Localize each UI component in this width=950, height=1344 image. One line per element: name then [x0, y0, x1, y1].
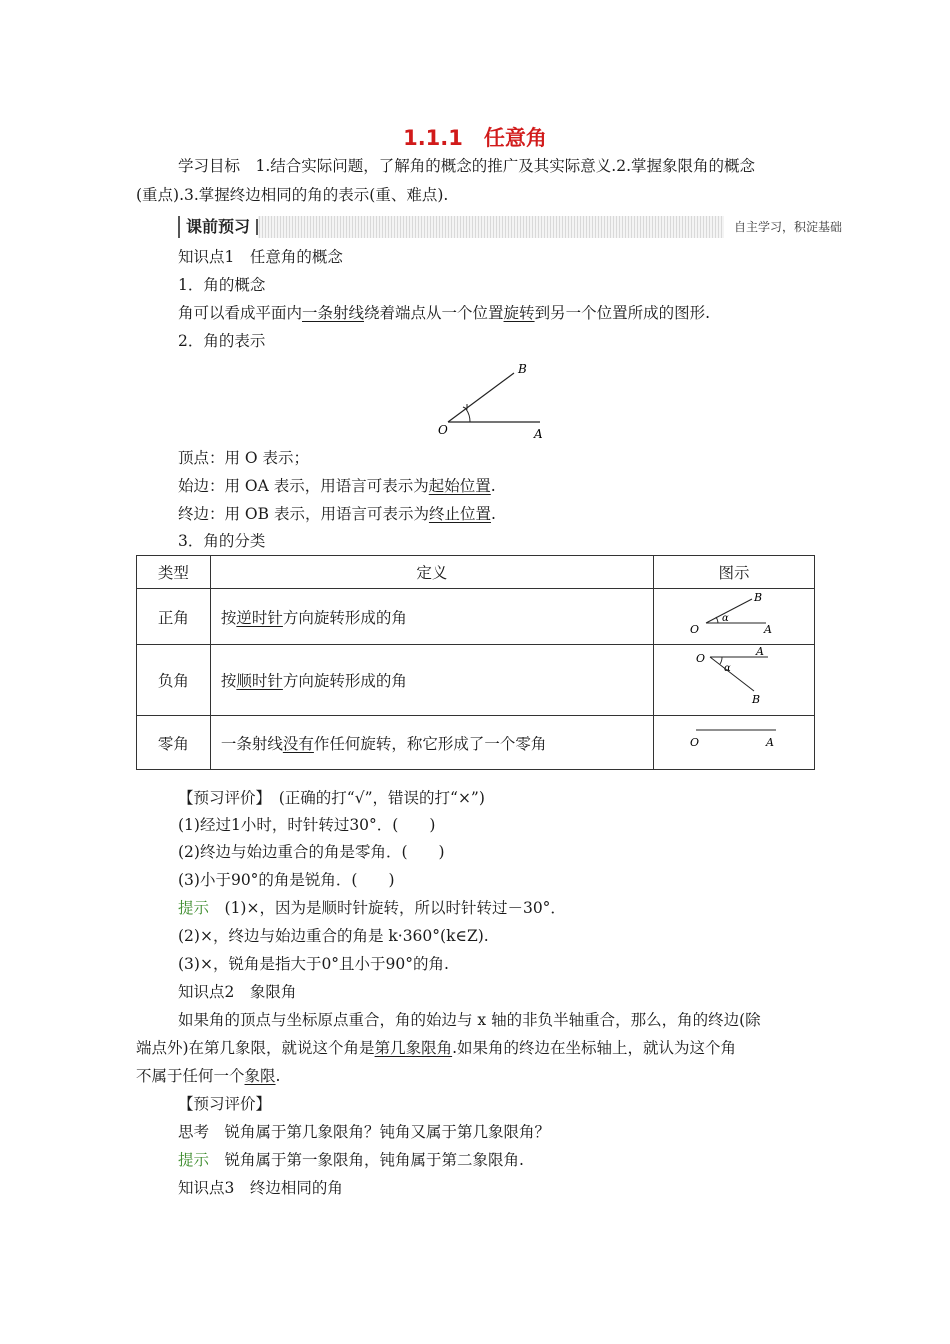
page-title: 1.1.1 任意角: [403, 126, 547, 150]
objectives-line-1: 学习目标 1.结合实际问题，了解角的概念的推广及其实际意义.2.掌握象限角的概念: [178, 157, 756, 175]
angle-classification-table: [136, 555, 815, 770]
kp1-s1: 1．角的概念: [178, 276, 266, 294]
kp1-s3: 3．角的分类: [178, 532, 266, 550]
kp2-p3: 不属于任何一个象限.: [136, 1067, 281, 1085]
eval2-heading: 【预习评价】: [178, 1095, 272, 1113]
kp1-definition: 角可以看成平面内一条射线绕着端点从一个位置旋转到另一个位置所成的图形.: [178, 304, 710, 322]
eval1-a2: (2)×，终边与始边重合的角是 k·360°(k∈Z).: [178, 927, 489, 945]
svg-text:A: A: [763, 623, 772, 636]
fig-label-a: A: [534, 427, 543, 441]
figure-cell: [653, 716, 814, 770]
eval2-think: 思考 锐角属于第几象限角？钝角又属于第几象限角？: [178, 1123, 551, 1141]
table-row: [137, 716, 815, 770]
eval1-q2: (2)终边与始边重合的角是零角．( ): [178, 843, 445, 861]
hint-label: 提示: [178, 1151, 210, 1169]
header-definition: 定义: [210, 556, 653, 589]
blank-ray: 一条射线: [302, 304, 365, 322]
svg-text:O: O: [689, 736, 700, 749]
type-cell: 负角: [137, 645, 211, 716]
kp1-terminal-side: 终边：用 OB 表示，用语言可表示为终止位置.: [178, 505, 496, 523]
blank-rotate: 旋转: [503, 304, 535, 322]
objectives-line-2: (重点).3.掌握终边相同的角的表示(重、难点).: [136, 186, 449, 204]
figure-cell: [653, 589, 814, 645]
definition-cell: 按逆时针方向旋转形成的角: [210, 589, 653, 645]
figure-cell: [653, 645, 814, 716]
type-cell: 零角: [137, 716, 211, 770]
svg-text:B: B: [751, 693, 761, 706]
type-cell: 正角: [137, 589, 211, 645]
kp1-heading: 知识点1 任意角的概念: [178, 248, 343, 266]
svg-text:A: A: [755, 645, 764, 658]
section-banner: [178, 216, 846, 238]
table-row: [137, 589, 815, 645]
zero-angle-figure: [654, 716, 814, 765]
svg-text:B: B: [753, 591, 763, 604]
kp1-vertex: 顶点：用 O 表示；: [178, 449, 310, 467]
negative-angle-figure: [654, 645, 814, 711]
svg-text:A: A: [765, 736, 774, 749]
fig-label-o: O: [438, 423, 448, 437]
svg-text:α: α: [721, 613, 729, 624]
kp1-s2: 2．角的表示: [178, 332, 266, 350]
eval1-q3: (3)小于90°的角是锐角．( ): [178, 871, 395, 889]
fig-label-b: B: [518, 362, 527, 376]
eval1-q1: (1)经过1小时，时针转过30°．( ): [178, 816, 436, 834]
eval1-a1: 提示 (1)×，因为是顺时针旋转，所以时针转过－30°．: [178, 899, 566, 917]
header-figure: 图示: [653, 556, 814, 589]
eval1-heading: 【预习评价】 (正确的打“√”，错误的打“×”): [178, 789, 485, 807]
definition-cell: 一条射线没有作任何旋转，称它形成了一个零角: [210, 716, 653, 770]
blank-terminal: 终止位置: [428, 505, 491, 523]
eval2-hint: 提示 锐角属于第一象限角，钝角属于第二象限角.: [178, 1151, 524, 1169]
kp2-p1: 如果角的顶点与坐标原点重合，角的始边与 x 轴的非负半轴重合，那么，角的终边(除: [178, 1011, 761, 1029]
header-type: 类型: [137, 556, 211, 589]
angle-figure: [430, 360, 560, 442]
kp3-heading: 知识点3 终边相同的角: [178, 1179, 343, 1197]
hint-label: 提示: [178, 899, 210, 917]
svg-text:O: O: [695, 652, 706, 665]
svg-text:α: α: [723, 663, 731, 674]
svg-text:O: O: [689, 623, 700, 636]
eval1-a3: (3)×，锐角是指大于0°且小于90°的角.: [178, 955, 449, 973]
table-header-row: [137, 556, 815, 589]
banner-label: 课前预习: [178, 216, 258, 238]
positive-angle-figure: [654, 589, 814, 640]
kp2-p2: 端点外)在第几象限，就说这个角是第几象限角.如果角的终边在坐标轴上，就认为这个角: [136, 1039, 737, 1057]
kp2-heading: 知识点2 象限角: [178, 983, 297, 1001]
table-row: [137, 645, 815, 716]
banner-subtitle: 自主学习，积淀基础: [724, 216, 846, 238]
kp1-initial-side: 始边：用 OA 表示，用语言可表示为起始位置.: [178, 477, 496, 495]
definition-cell: 按顺时针方向旋转形成的角: [210, 645, 653, 716]
blank-initial: 起始位置: [428, 477, 491, 495]
blank-quadrant: 象限: [244, 1067, 276, 1085]
blank-quadrant-angle: 第几象限角: [374, 1039, 453, 1057]
